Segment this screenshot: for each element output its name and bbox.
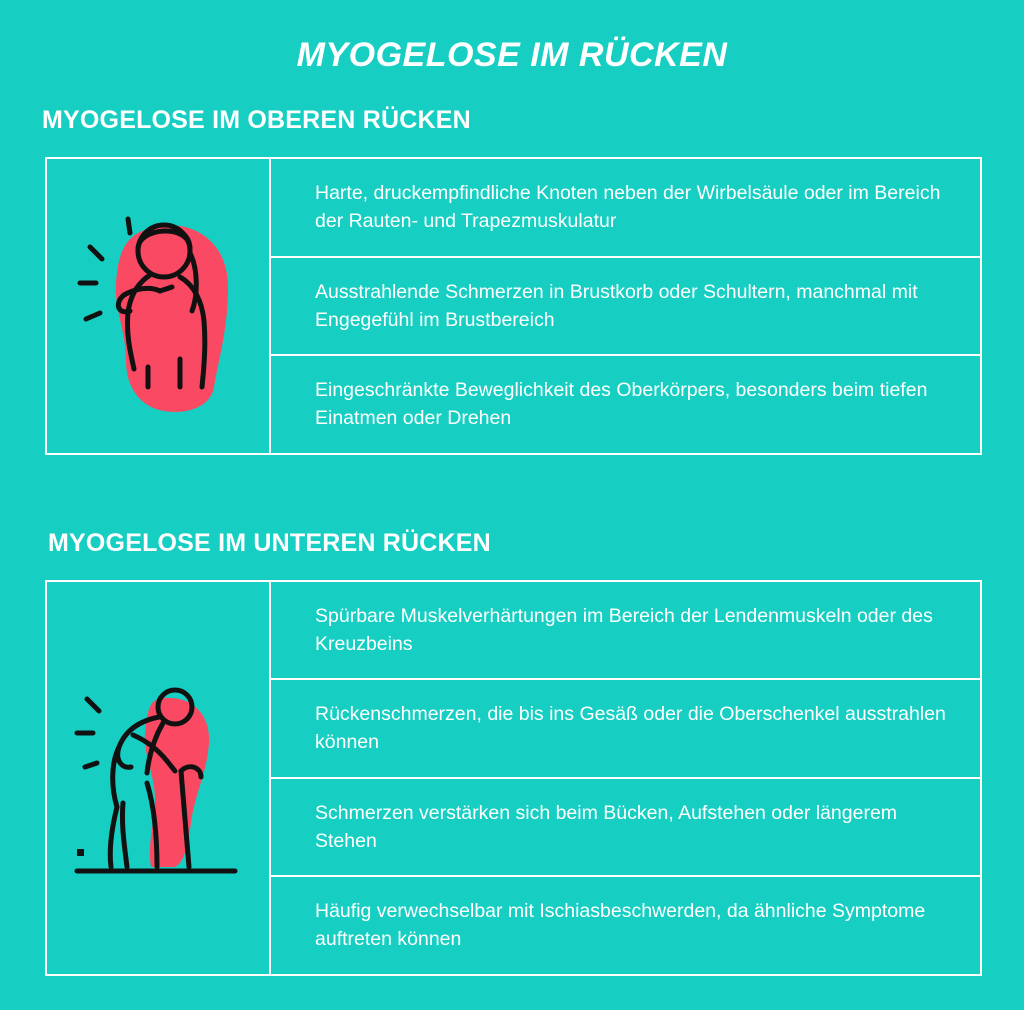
list-item: Ausstrahlende Schmerzen in Brustkorb oder Schultern, manchmal mit Engegefühl im Brustbereich xyxy=(271,258,980,357)
list-item: Harte, druckempfindliche Knoten neben der Wirbelsäule oder im Bereich der Rauten- und Trapezmuskulatur xyxy=(271,159,980,258)
panel-lower-back xyxy=(45,580,982,976)
icon-cell-lower xyxy=(47,582,271,974)
section-upper-back xyxy=(0,106,1024,455)
person-lower-back-pain-cane-icon xyxy=(63,663,253,893)
list-item: Rückenschmerzen, die bis ins Gesäß oder die Oberschenkel ausstrahlen können xyxy=(271,680,980,779)
list-item: Spürbare Muskelverhärtungen im Bereich der Lendenmuskeln oder des Kreuzbeins xyxy=(271,582,980,681)
list-item: Häufig verwechselbar mit Ischiasbeschwerden, da ähnliche Symptome auftreten können xyxy=(315,900,926,951)
section-divider-space xyxy=(0,455,1024,495)
list-item: Schmerzen verstärken sich beim Bücken, Aufstehen oder längerem Stehen xyxy=(271,779,980,878)
items-lower xyxy=(271,582,980,974)
list-item: Eingeschränkte Beweglichkeit des Oberkörpers, besonders beim tiefen Einatmen oder Drehen xyxy=(315,379,928,430)
page-title: MYOGELOSE IM RÜCKEN xyxy=(296,36,728,74)
section-heading-upper: MYOGELOSE IM OBEREN RÜCKEN xyxy=(42,106,471,134)
section-lower-back xyxy=(0,529,1024,976)
person-upper-back-pain-icon xyxy=(68,191,248,421)
section-heading-lower: MYOGELOSE IM UNTEREN RÜCKEN xyxy=(48,528,491,557)
items-upper xyxy=(271,159,980,453)
icon-cell-upper xyxy=(47,159,271,453)
panel-upper-back xyxy=(45,157,982,455)
